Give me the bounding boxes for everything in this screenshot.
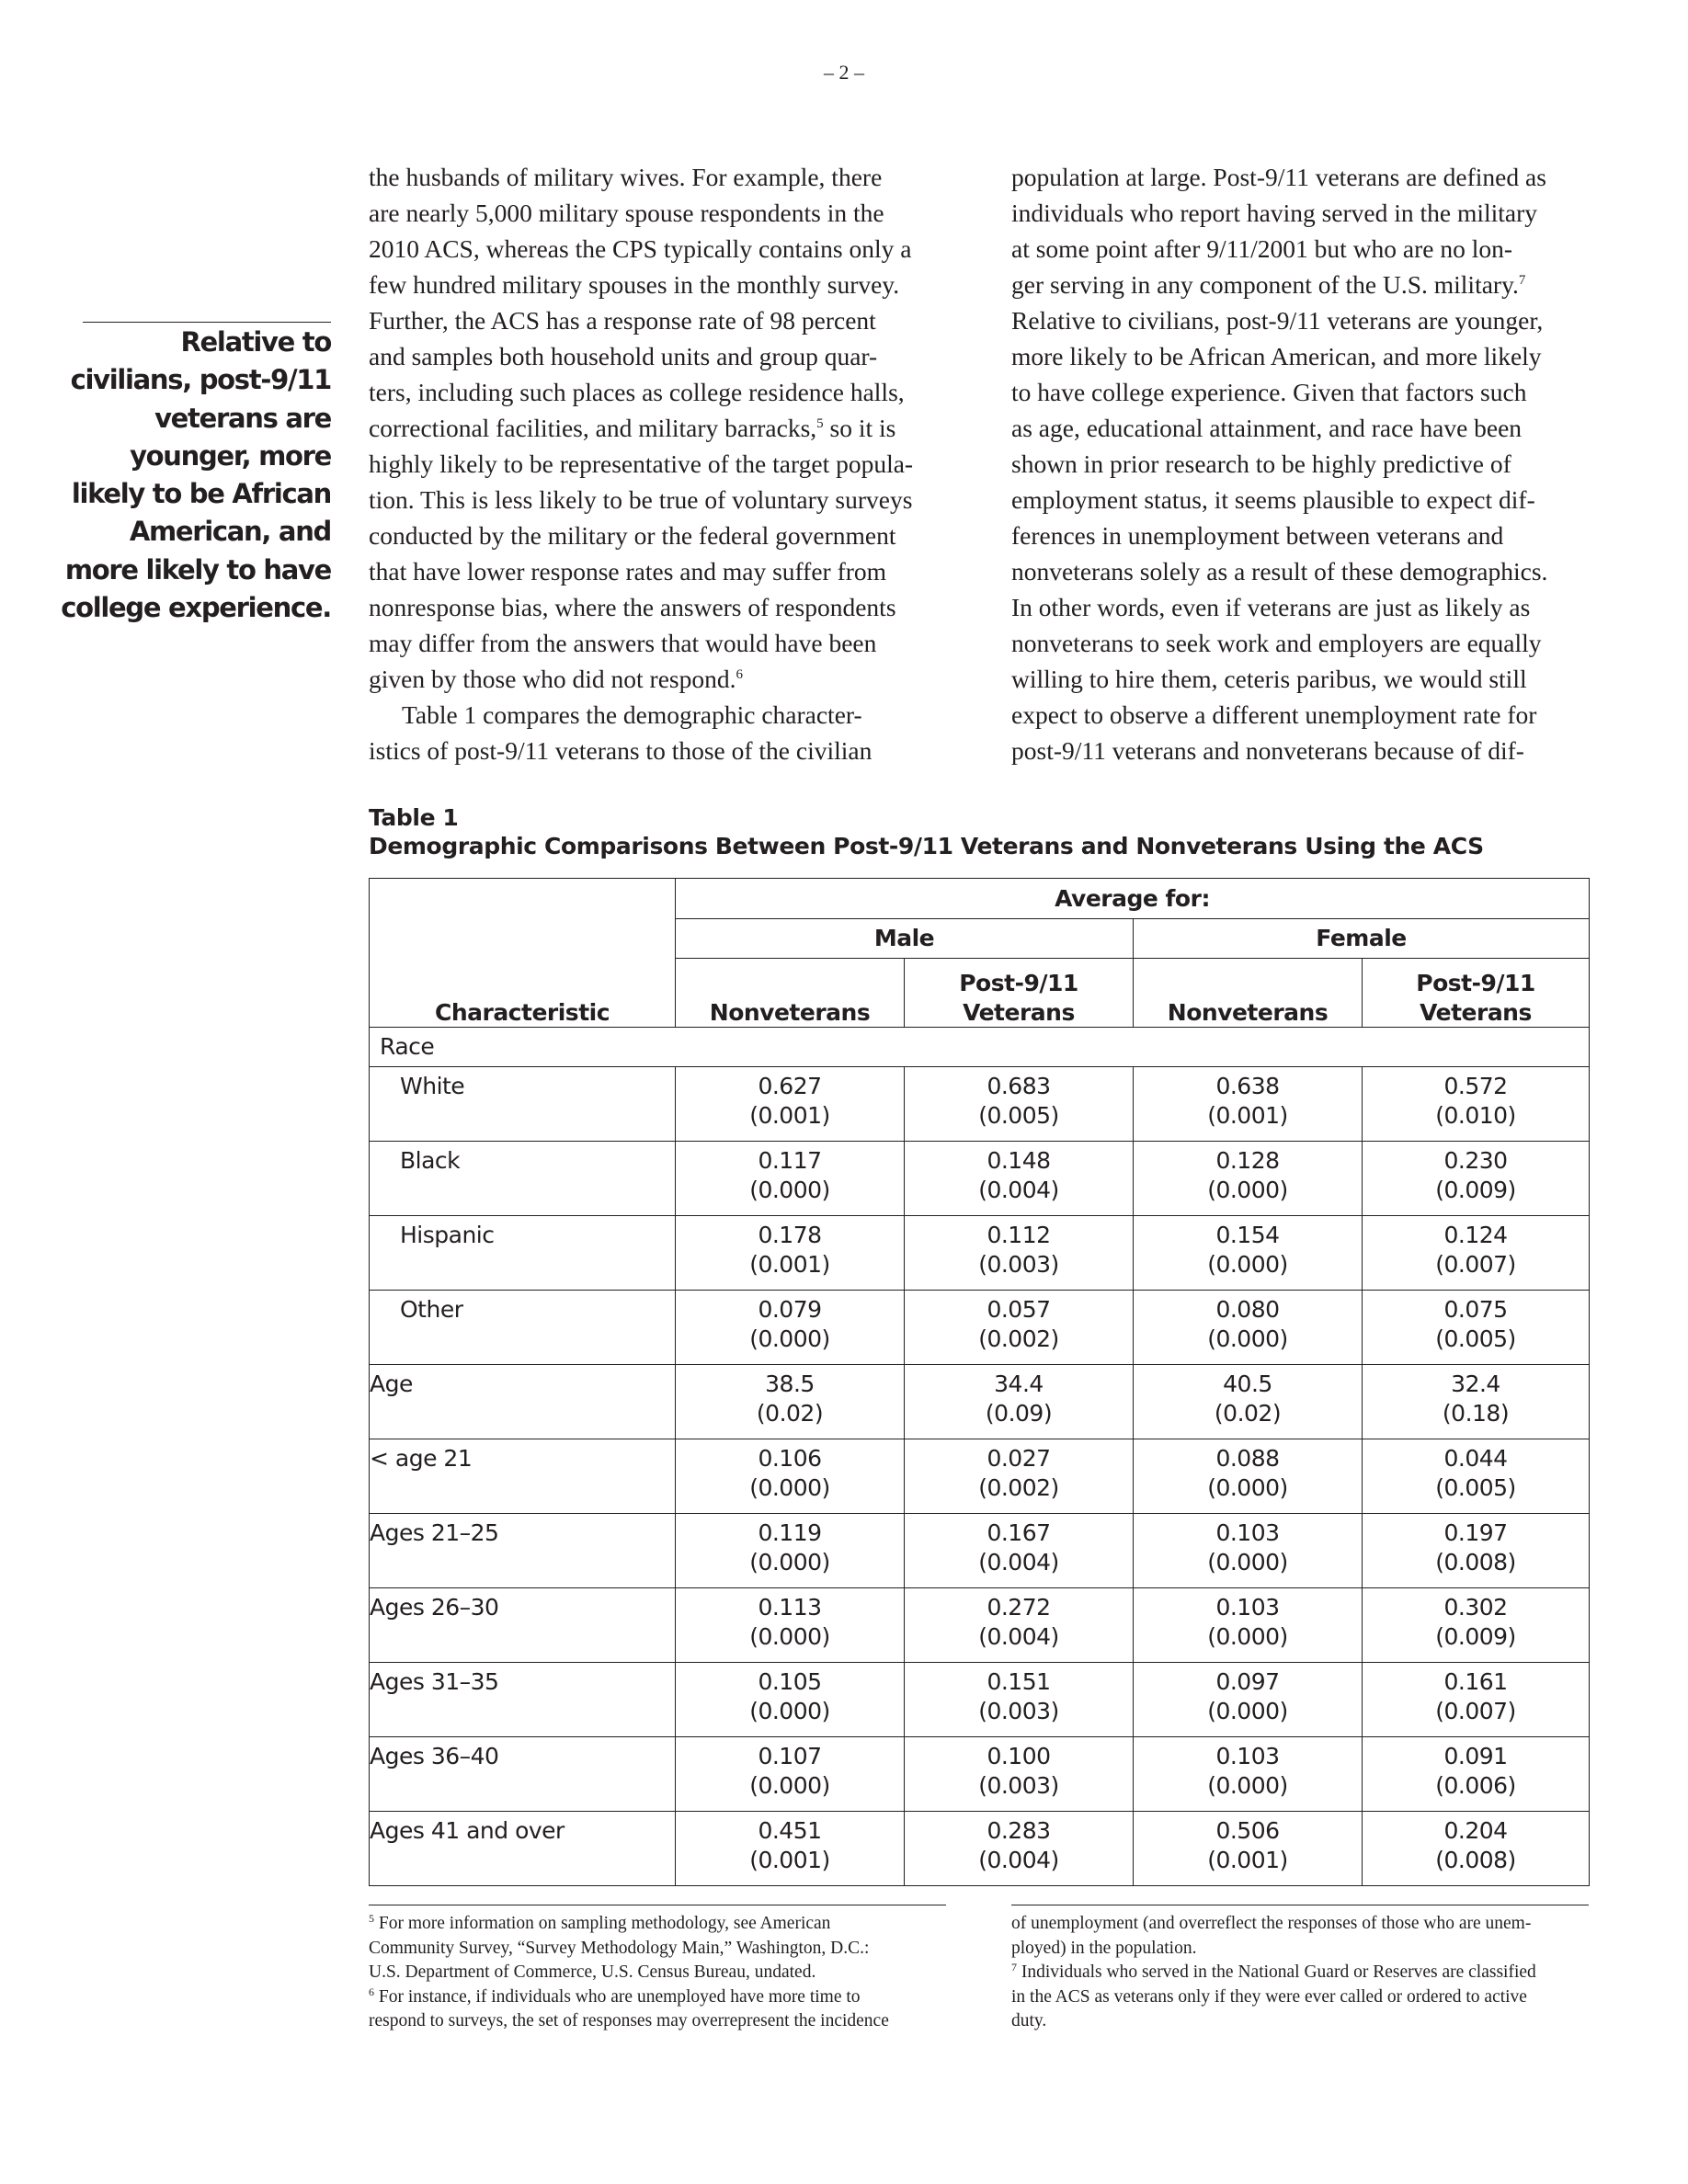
table-cell xyxy=(1363,1737,1590,1812)
cell-standard-error: (0.002) xyxy=(978,1325,1059,1352)
body-line: employment status, it seems plausible to expect dif- xyxy=(1011,485,1535,514)
body-line: to have college experience. Given that factors such xyxy=(1011,378,1527,406)
cell-value: 0.119 xyxy=(758,1519,822,1546)
table-cell xyxy=(905,1067,1134,1142)
cell-standard-error: (0.000) xyxy=(1207,1697,1288,1724)
cell-standard-error: (0.000) xyxy=(749,1771,830,1799)
table-cell xyxy=(905,1216,1134,1291)
cell-standard-error: (0.000) xyxy=(749,1548,830,1575)
table-row xyxy=(370,1439,1590,1514)
body-line: istics of post-9/11 veterans to those of the civilian xyxy=(369,736,873,765)
cell-value: 32.4 xyxy=(1451,1371,1500,1397)
cell-value: 0.683 xyxy=(987,1073,1051,1099)
row-label: Other xyxy=(370,1291,676,1365)
cell-standard-error: (0.004) xyxy=(978,1548,1059,1575)
table-cell xyxy=(1134,1365,1363,1439)
cell-standard-error: (0.000) xyxy=(1207,1473,1288,1501)
table-row xyxy=(370,1812,1590,1886)
table-cell xyxy=(1134,1663,1363,1737)
table-cell xyxy=(1363,1365,1590,1439)
cell-standard-error: (0.09) xyxy=(985,1399,1053,1427)
cell-value: 0.272 xyxy=(987,1594,1051,1621)
section-row-race xyxy=(370,1028,1590,1067)
body-line: highly likely to be representative of the target popula- xyxy=(369,449,914,478)
body-line: Table 1 compares the demographic character- xyxy=(402,700,862,729)
table-row xyxy=(370,1737,1590,1812)
body-line: Relative to civilians, post-9/11 veterans are younger, xyxy=(1011,306,1544,335)
body-line: nonveterans solely as a result of these demographics. xyxy=(1011,557,1548,586)
table-cell xyxy=(905,1588,1134,1663)
table-cell xyxy=(676,1291,905,1365)
cell-standard-error: (0.007) xyxy=(1435,1697,1516,1724)
table-cell xyxy=(905,1663,1134,1737)
body-line: ters, including such places as college residence halls, xyxy=(369,378,905,406)
table-cell xyxy=(1363,1142,1590,1216)
body-line xyxy=(1011,270,1525,299)
cell-standard-error: (0.000) xyxy=(1207,1176,1288,1203)
footnote-line xyxy=(1011,1987,1527,2007)
body-line: individuals who report having served in the military xyxy=(1011,199,1538,227)
cell-standard-error: (0.000) xyxy=(749,1325,830,1352)
footnote-line-text: of unemployment (and overreflect the responses of those who are unem- xyxy=(1011,1914,1532,1933)
body-line: population at large. Post-9/11 veterans are defined as xyxy=(1011,163,1546,191)
cell-value: 0.091 xyxy=(1443,1743,1508,1769)
cell-value: 0.230 xyxy=(1443,1147,1508,1174)
body-line: nonveterans to seek work and employers are equally xyxy=(1011,629,1542,657)
header-line: Post-9/11 xyxy=(959,970,1078,996)
cell-standard-error: (0.02) xyxy=(756,1399,824,1427)
table-row xyxy=(370,1663,1590,1737)
cell-value: 0.128 xyxy=(1215,1147,1280,1174)
cell-value: 0.117 xyxy=(758,1147,822,1174)
body-line: that have lower response rates and may suffer from xyxy=(369,557,887,586)
cell-value: 0.506 xyxy=(1215,1817,1280,1844)
table-cell xyxy=(676,1439,905,1514)
body-line-text: given by those who did not respond. xyxy=(369,665,736,693)
cell-value: 0.197 xyxy=(1443,1519,1508,1546)
header-female-nonveterans: Nonveterans xyxy=(1134,959,1363,1028)
body-line: nonresponse bias, where the answers of respondents xyxy=(369,593,896,621)
body-line: 2010 ACS, whereas the CPS typically contains only a xyxy=(369,234,912,263)
table-cell xyxy=(676,1216,905,1291)
cell-standard-error: (0.010) xyxy=(1435,1101,1516,1129)
body-line: few hundred military spouses in the monthly survey. xyxy=(369,270,900,299)
table-cell xyxy=(1134,1737,1363,1812)
table-row xyxy=(370,1365,1590,1439)
cell-value: 0.080 xyxy=(1215,1296,1280,1323)
footnote-ref-7[interactable]: 7 xyxy=(1518,273,1526,288)
cell-standard-error: (0.000) xyxy=(749,1697,830,1724)
table-title: Demographic Comparisons Between Post-9/11 Veterans and Nonveterans Using the ACS xyxy=(369,833,1484,859)
cell-standard-error: (0.003) xyxy=(978,1250,1059,1278)
cell-standard-error: (0.004) xyxy=(978,1846,1059,1873)
footnote-line-text: respond to surveys, the set of responses may overrepresent the incidence xyxy=(369,2011,889,2030)
body-line xyxy=(369,414,895,442)
body-line: as age, educational attainment, and race have been xyxy=(1011,414,1523,442)
header-male-post911-veterans xyxy=(905,959,1134,1028)
footnote-mark: 7 xyxy=(1011,1961,1017,1974)
cell-standard-error: (0.005) xyxy=(978,1101,1059,1129)
cell-standard-error: (0.003) xyxy=(978,1697,1059,1724)
footnote-line-text: Individuals who served in the National Guard or Reserves are classified xyxy=(1017,1962,1536,1982)
cell-value: 0.167 xyxy=(987,1519,1051,1546)
table-cell xyxy=(676,1663,905,1737)
table-row xyxy=(370,1514,1590,1588)
cell-standard-error: (0.000) xyxy=(1207,1548,1288,1575)
cell-value: 38.5 xyxy=(765,1371,815,1397)
table-cell xyxy=(1134,1439,1363,1514)
body-line: post-9/11 veterans and nonveterans because of dif- xyxy=(1011,736,1524,765)
table-cell xyxy=(1134,1514,1363,1588)
cell-standard-error: (0.001) xyxy=(749,1250,830,1278)
row-label: Ages 41 and over xyxy=(370,1812,676,1886)
table-cell xyxy=(1134,1588,1363,1663)
body-line: In other words, even if veterans are just as likely as xyxy=(1011,593,1531,621)
cell-standard-error: (0.02) xyxy=(1214,1399,1282,1427)
footnote-line-text: For instance, if individuals who are unemployed have more time to xyxy=(374,1986,861,2007)
row-label: Hispanic xyxy=(370,1216,676,1291)
table-row xyxy=(370,1291,1590,1365)
table-cell xyxy=(905,1737,1134,1812)
footnote-line-text: Community Survey, “Survey Methodology Main,” Washington, D.C.: xyxy=(369,1938,870,1958)
header-line: Post-9/11 xyxy=(1416,970,1535,996)
cell-value: 0.148 xyxy=(987,1147,1051,1174)
cell-standard-error: (0.000) xyxy=(1207,1250,1288,1278)
row-label: < age 21 xyxy=(370,1439,676,1514)
section-label-race: Race xyxy=(370,1028,1590,1067)
table-cell xyxy=(676,1365,905,1439)
body-line xyxy=(369,665,743,693)
cell-value: 0.100 xyxy=(987,1743,1051,1769)
demographics-table xyxy=(369,878,1590,1886)
cell-standard-error: (0.008) xyxy=(1435,1846,1516,1873)
row-label: Ages 26–30 xyxy=(370,1588,676,1663)
table-cell xyxy=(1134,1291,1363,1365)
footnote-line xyxy=(369,1914,830,1933)
footnote-line-text: in the ACS as veterans only if they were ever called or ordered to active xyxy=(1011,1986,1527,2007)
table-cell xyxy=(676,1737,905,1812)
row-label: Ages 36–40 xyxy=(370,1737,676,1812)
cell-value: 0.105 xyxy=(758,1668,822,1695)
cell-standard-error: (0.001) xyxy=(1207,1101,1288,1129)
body-line: tion. This is less likely to be true of voluntary surveys xyxy=(369,485,913,514)
table-cell xyxy=(676,1514,905,1588)
cell-standard-error: (0.005) xyxy=(1435,1325,1516,1352)
header-average-for: Average for: xyxy=(676,879,1590,919)
cell-standard-error: (0.003) xyxy=(978,1771,1059,1799)
footnote-mark: 6 xyxy=(369,1985,374,1998)
row-label: White xyxy=(370,1067,676,1142)
table-cell xyxy=(1134,1812,1363,1886)
body-line: at some point after 9/11/2001 but who are no lon- xyxy=(1011,234,1513,263)
header-characteristic: Characteristic xyxy=(370,879,676,1028)
cell-value: 0.572 xyxy=(1443,1073,1508,1099)
body-line-text: correctional facilities, and military barracks, xyxy=(369,414,817,442)
cell-value: 0.106 xyxy=(758,1445,822,1472)
body-paragraph-3 xyxy=(1011,159,1591,768)
table-cell xyxy=(905,1439,1134,1514)
table-cell xyxy=(676,1812,905,1886)
cell-standard-error: (0.006) xyxy=(1435,1771,1516,1799)
body-line-text: so it is xyxy=(823,414,896,442)
body-paragraph-2 xyxy=(369,697,948,768)
cell-standard-error: (0.000) xyxy=(1207,1622,1288,1650)
cell-value: 0.103 xyxy=(1215,1519,1280,1546)
table-cell xyxy=(1134,1067,1363,1142)
body-line: Further, the ACS has a response rate of 98 percent xyxy=(369,306,876,335)
cell-value: 0.627 xyxy=(758,1073,822,1099)
cell-value: 0.161 xyxy=(1443,1668,1508,1695)
footnote-text xyxy=(1011,1912,1591,2034)
footnote-mark: 5 xyxy=(369,1912,374,1925)
header-male-nonveterans: Nonveterans xyxy=(676,959,905,1028)
table-cell xyxy=(1134,1142,1363,1216)
table-cell xyxy=(1363,1439,1590,1514)
table-cell xyxy=(905,1812,1134,1886)
table-cell xyxy=(676,1067,905,1142)
footnote-ref-6[interactable]: 6 xyxy=(736,667,743,682)
table-cell xyxy=(1363,1812,1590,1886)
body-line: shown in prior research to be highly predictive of xyxy=(1011,449,1511,478)
cell-standard-error: (0.007) xyxy=(1435,1250,1516,1278)
footnote-text xyxy=(369,1912,948,2034)
header-line: Veterans xyxy=(963,998,1075,1026)
cell-value: 0.103 xyxy=(1215,1743,1280,1769)
cell-value: 0.057 xyxy=(987,1296,1051,1323)
table-cell xyxy=(1363,1216,1590,1291)
footnote-line-text: ployed) in the population. xyxy=(1011,1938,1197,1958)
cell-standard-error: (0.009) xyxy=(1435,1622,1516,1650)
cell-standard-error: (0.002) xyxy=(978,1473,1059,1501)
table-cell xyxy=(1363,1588,1590,1663)
table-cell xyxy=(1363,1291,1590,1365)
body-line: expect to observe a different unemployment rate for xyxy=(1011,700,1537,729)
body-paragraph-1 xyxy=(369,159,948,697)
cell-standard-error: (0.001) xyxy=(749,1846,830,1873)
cell-value: 0.107 xyxy=(758,1743,822,1769)
cell-value: 0.079 xyxy=(758,1296,822,1323)
body-line: more likely to be African American, and more likely xyxy=(1011,342,1542,370)
cell-standard-error: (0.000) xyxy=(1207,1325,1288,1352)
pullquote: Relative to civilians, post-9/11 veterans are younger, more likely to be African American, and more likely to have college experience. xyxy=(61,326,331,624)
cell-value: 0.044 xyxy=(1443,1445,1508,1472)
header-line: Veterans xyxy=(1420,998,1532,1026)
footnote-line xyxy=(369,1987,861,2007)
cell-value: 0.103 xyxy=(1215,1594,1280,1621)
cell-value: 0.178 xyxy=(758,1222,822,1248)
table-cell xyxy=(676,1588,905,1663)
cell-value: 0.097 xyxy=(1215,1668,1280,1695)
cell-value: 0.302 xyxy=(1443,1594,1508,1621)
footnotes-right xyxy=(1011,1912,1591,2034)
footnote-line xyxy=(369,1939,869,1958)
footnote-line xyxy=(1011,1914,1531,1933)
table-cell xyxy=(905,1291,1134,1365)
table-cell xyxy=(1363,1067,1590,1142)
pullquote-rule xyxy=(83,322,331,323)
cell-value: 0.283 xyxy=(987,1817,1051,1844)
cell-standard-error: (0.18) xyxy=(1442,1399,1510,1427)
cell-standard-error: (0.000) xyxy=(749,1622,830,1650)
cell-standard-error: (0.005) xyxy=(1435,1473,1516,1501)
footnote-line xyxy=(369,2011,889,2030)
body-line: willing to hire them, ceteris paribus, we would still xyxy=(1011,665,1527,693)
cell-standard-error: (0.004) xyxy=(978,1176,1059,1203)
table-cell xyxy=(676,1142,905,1216)
cell-standard-error: (0.008) xyxy=(1435,1548,1516,1575)
table-label: Table 1 xyxy=(369,804,459,831)
cell-value: 0.124 xyxy=(1443,1222,1508,1248)
row-label: Ages 31–35 xyxy=(370,1663,676,1737)
body-line: ferences in unemployment between veterans and xyxy=(1011,521,1504,550)
table-cell xyxy=(905,1365,1134,1439)
cell-standard-error: (0.000) xyxy=(749,1473,830,1501)
cell-value: 34.4 xyxy=(994,1371,1044,1397)
body-line: are nearly 5,000 military spouse respondents in the xyxy=(369,199,884,227)
body-line: conducted by the military or the federal government xyxy=(369,521,896,550)
cell-standard-error: (0.001) xyxy=(749,1101,830,1129)
footnotes-left xyxy=(369,1912,948,2034)
table-cell xyxy=(1134,1216,1363,1291)
cell-standard-error: (0.000) xyxy=(749,1176,830,1203)
cell-value: 0.451 xyxy=(758,1817,822,1844)
cell-value: 0.075 xyxy=(1443,1296,1508,1323)
body-line: the husbands of military wives. For example, there xyxy=(369,163,883,191)
header-female: Female xyxy=(1134,919,1590,959)
cell-value: 0.204 xyxy=(1443,1817,1508,1844)
cell-standard-error: (0.000) xyxy=(1207,1771,1288,1799)
cell-value: 0.112 xyxy=(987,1222,1051,1248)
footnote-line xyxy=(1011,1939,1196,1958)
cell-standard-error: (0.009) xyxy=(1435,1176,1516,1203)
row-label: Black xyxy=(370,1142,676,1216)
cell-value: 0.027 xyxy=(987,1445,1051,1472)
body-line-text: ger serving in any component of the U.S. military. xyxy=(1011,270,1519,299)
row-label: Age xyxy=(370,1365,676,1439)
footnote-line-text: For more information on sampling methodology, see American xyxy=(374,1914,831,1933)
cell-value: 0.088 xyxy=(1215,1445,1280,1472)
table-cell xyxy=(1363,1514,1590,1588)
cell-value: 0.151 xyxy=(987,1668,1051,1695)
body-line: and samples both household units and group quar- xyxy=(369,342,878,370)
footnote-line xyxy=(369,1962,815,1982)
table-cell xyxy=(1363,1663,1590,1737)
table-row xyxy=(370,1067,1590,1142)
cell-standard-error: (0.001) xyxy=(1207,1846,1288,1873)
cell-value: 0.113 xyxy=(758,1594,822,1621)
table-body xyxy=(370,1028,1590,1886)
footnote-ref-5[interactable]: 5 xyxy=(816,416,824,431)
body-column-left xyxy=(369,159,948,768)
page-number: – 2 – xyxy=(824,61,864,84)
cell-standard-error: (0.004) xyxy=(978,1622,1059,1650)
body-line: may differ from the answers that would have been xyxy=(369,629,877,657)
header-female-post911-veterans xyxy=(1363,959,1590,1028)
footnote-line xyxy=(1011,2011,1046,2030)
header-male: Male xyxy=(676,919,1134,959)
table-row xyxy=(370,1216,1590,1291)
row-label: Ages 21–25 xyxy=(370,1514,676,1588)
body-column-right xyxy=(1011,159,1591,768)
table-cell xyxy=(905,1142,1134,1216)
cell-value: 0.154 xyxy=(1215,1222,1280,1248)
cell-value: 0.638 xyxy=(1215,1073,1280,1099)
table-row xyxy=(370,1142,1590,1216)
table-row xyxy=(370,1588,1590,1663)
footnote-line xyxy=(1011,1962,1536,1982)
table-cell xyxy=(905,1514,1134,1588)
footnote-line-text: duty. xyxy=(1011,2011,1047,2030)
cell-value: 40.5 xyxy=(1223,1371,1272,1397)
footnote-line-text: U.S. Department of Commerce, U.S. Census Bureau, undated. xyxy=(369,1962,816,1982)
